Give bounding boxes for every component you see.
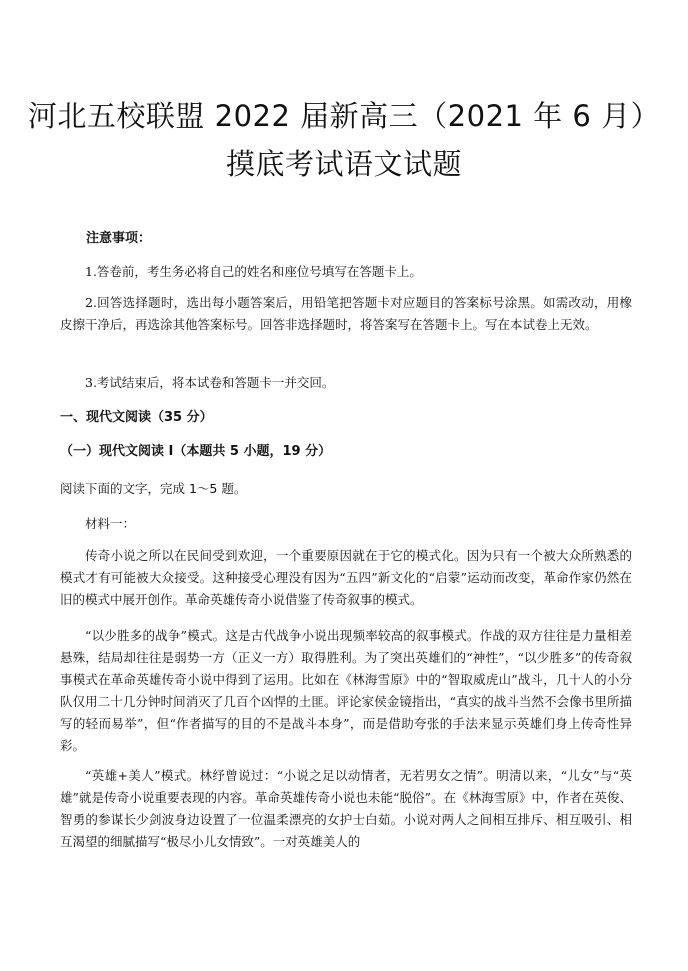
note-item-3: 3.考试结束后，将本试卷和答题卡一并交回。 — [85, 375, 335, 390]
body-paragraph-1: 传奇小说之所以在民间受到欢迎，一个重要原因就在于它的模式化。因为只有一个被大众所熟悉的模式才有可能被大众接受。这种接受心理没有因为“五四”新文化的“启蒙”运动而改变，革命作家仍然在旧的模式中展开创作。革命英雄传奇小说借鉴了传奇叙事的模式。 — [60, 548, 632, 607]
body-paragraph-2: “以少胜多的战争”模式。这是古代战争小说出现频率较高的叙事模式。作战的双方往往是力量相差悬殊，结局却往往是弱势一方（正义一方）取得胜利。为了突出英雄们的“神性”，“以少胜多”的传奇叙事模式在革命英雄传奇小说中得到了运用。比如在《林海雪原》中的“智取威虎山”战斗，几十人的小分队仅用二十几分钟时间消灭了几百个凶悍的土匪。评论家侯金镜指出，“真实的战斗当然不会像书里所描写的轻而易举”，但“作者描写的目的不是战斗本身”，而是借助夸张的手法来显示英雄们身上传奇性异彩。 — [60, 628, 632, 753]
material-label: 材料一： — [85, 516, 136, 531]
note-item-1: 1.答卷前，考生务必将自己的姓名和座位号填写在答题卡上。 — [85, 264, 422, 279]
document-title-line-1: 河北五校联盟 2022 届新高三（2021 年 6 月） — [27, 99, 661, 133]
subsection-heading: （一）现代文阅读 I（本题共 5 小题，19 分） — [60, 444, 332, 459]
notes-heading: 注意事项： — [86, 231, 152, 246]
reading-instruction: 阅读下面的文字，完成 1～5 题。 — [60, 481, 247, 496]
note-item-2: 2.回答选择题时，选出每小题答案后，用铅笔把答题卡对应题目的答案标号涂黑。如需改动，用橡皮擦干净后，再选涂其他答案标号。回答非选择题时，将答案写在答题卡上。写在本试卷上无效。 — [60, 295, 632, 332]
body-paragraph-3: “英雄+美人”模式。林纾曾说过：“小说之足以动情者，无若男女之情”。明清以来，“儿女”与“英雄”就是传奇小说重要表现的内容。革命英雄传奇小说也未能“脱俗”。在《林海雪原》中，作者在英俊、智勇的参谋长少剑波身边设置了一位温柔漂亮的女护士白茹。小说对两人之间相互排斥、相互吸引、相互渴望的细腻描写“极尽小儿女情致”。一对英雄美人的 — [60, 768, 632, 849]
section-heading: 一、现代文阅读（35 分） — [60, 410, 213, 425]
document-title-line-2: 摸底考试语文试题 — [225, 147, 462, 181]
